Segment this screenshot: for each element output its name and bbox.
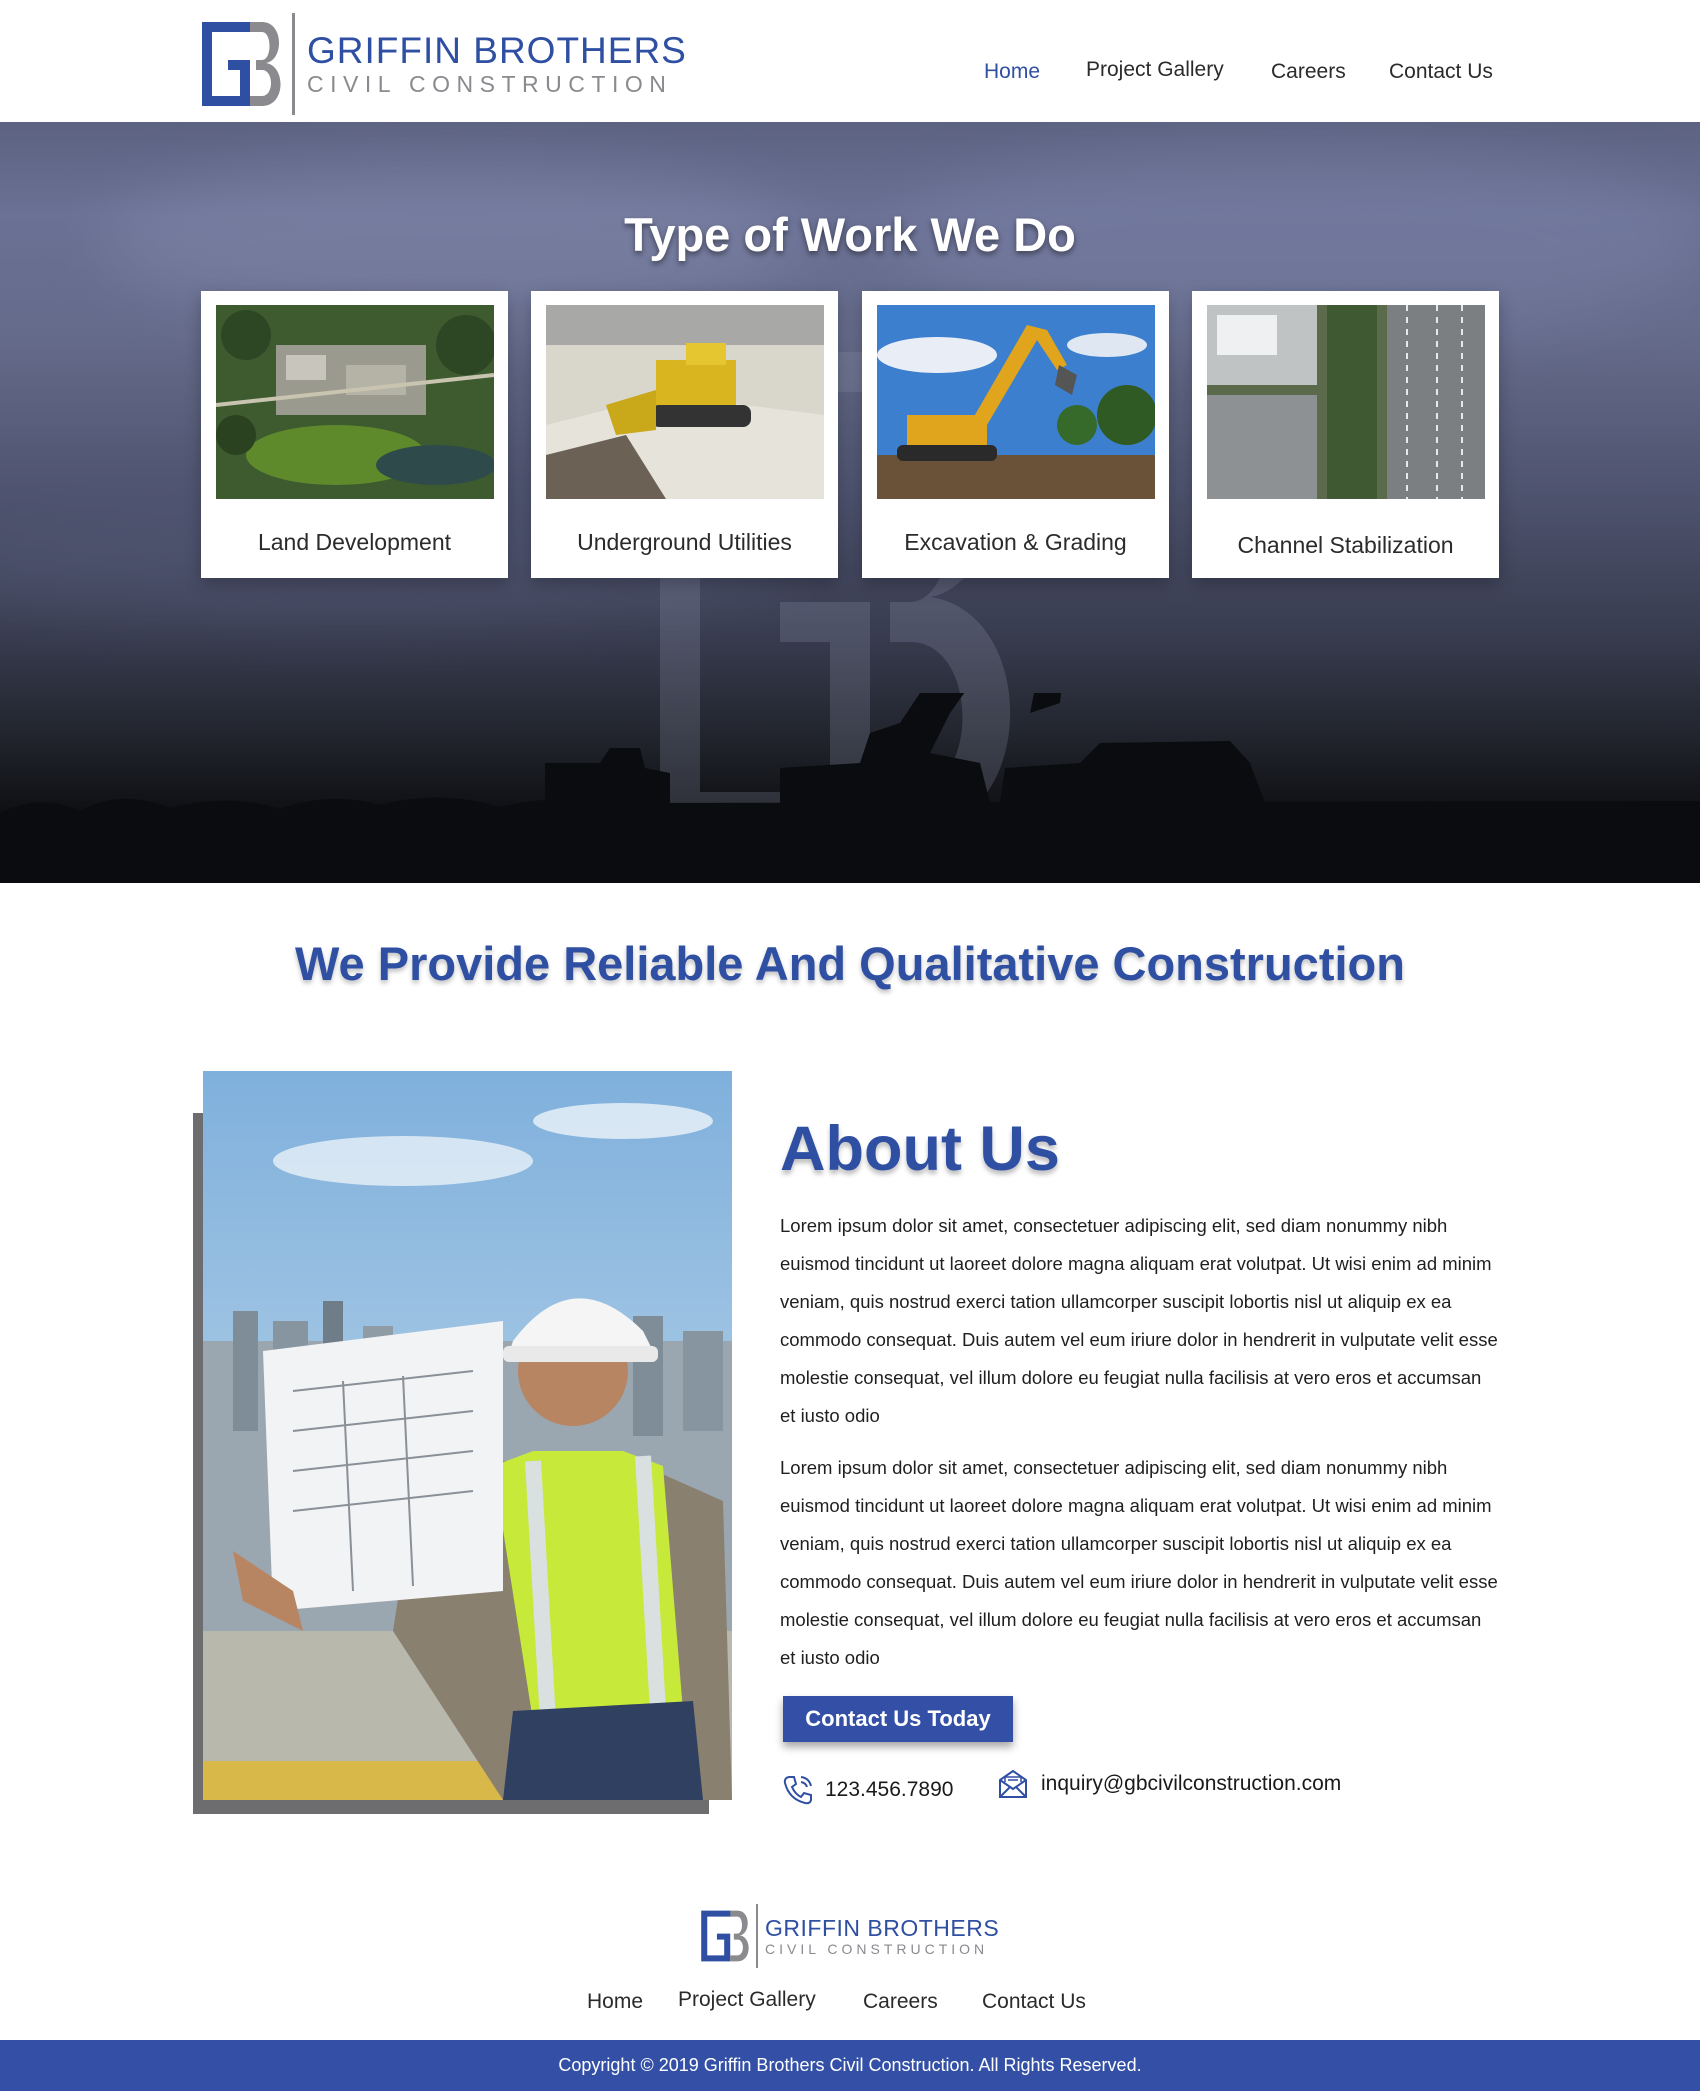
construction-silhouette: [0, 693, 1700, 883]
work-card-channel-stabilization[interactable]: [1192, 291, 1499, 578]
logo-name-line1: GRIFFIN BROTHERS: [765, 1914, 1000, 1941]
footer-logo[interactable]: [700, 1904, 999, 1968]
work-card-excavation-grading[interactable]: [862, 291, 1169, 578]
envelope-icon: [997, 1768, 1029, 1800]
logo-text: [307, 31, 687, 97]
site-logo[interactable]: [200, 13, 687, 115]
aerial-highway-photo: [1207, 305, 1485, 499]
bulldozer-photo: [546, 305, 824, 499]
footer-nav-contact-us[interactable]: Contact Us: [982, 1990, 1086, 2013]
logo-name-line1: GRIFFIN BROTHERS: [307, 30, 687, 71]
copyright-bar: [0, 2040, 1700, 2091]
nav-contact-us[interactable]: Contact Us: [1389, 60, 1493, 83]
aerial-neighborhood-photo: [216, 305, 494, 499]
nav-careers[interactable]: Careers: [1271, 60, 1346, 83]
gb-logo-icon: [200, 18, 286, 110]
card-label: Underground Utilities: [577, 529, 792, 555]
hero-title: Type of Work We Do: [624, 208, 1076, 261]
phone-contact[interactable]: [781, 1770, 953, 1810]
footer-nav-home[interactable]: Home: [587, 1990, 644, 2013]
nav-project-gallery[interactable]: Project Gallery: [1086, 58, 1224, 81]
phone-icon: [781, 1773, 815, 1807]
phone-number: 123.456.7890: [825, 1778, 954, 1801]
hero-section: [0, 122, 1700, 883]
footer-nav-project-gallery[interactable]: Project Gallery: [678, 1988, 816, 2011]
site-header: [0, 0, 1700, 122]
logo-name-line2: CIVIL CONSTRUCTION: [307, 71, 673, 97]
about-title: About Us: [780, 1114, 1060, 1184]
logo-name-line2: CIVIL CONSTRUCTION: [765, 1940, 989, 1957]
footer-nav-careers[interactable]: Careers: [863, 1990, 938, 2013]
logo-text: [765, 1916, 999, 1957]
copyright-text: Copyright © 2019 Griffin Brothers Civil Construction. All Rights Reserved.: [558, 2055, 1142, 2075]
about-paragraph-2: Lorem ipsum dolor sit amet, consectetuer adipiscing elit, sed diam nonummy nibh euismod tincidunt ut laoreet dolore magna aliquam erat volutpat. Ut wisi enim ad minim veniam, quis nostrud exerci tation ullamcorper suscipit lobortis nisl ut aliquip ex ea commodo consequat. Duis autem vel eum iriure dolor in hendrerit in vulputate velit esse molestie consequat, vel illum dolore eu feugiat nulla facilisis at vero eros et accumsan et iusto odio: [780, 1457, 1498, 1668]
email-address: inquiry@gbcivilconstruction.com: [1041, 1772, 1342, 1795]
about-paragraph-1: Lorem ipsum dolor sit amet, consectetuer adipiscing elit, sed diam nonummy nibh euismod tincidunt ut laoreet dolore magna aliquam erat volutpat. Ut wisi enim ad minim veniam, quis nostrud exerci tation ullamcorper suscipit lobortis nisl ut aliquip ex ea commodo consequat. Duis autem vel eum iriure dolor in hendrerit in vulputate velit esse molestie consequat, vel illum dolore eu feugiat nulla facilisis at vero eros et accumsan et iusto odio: [780, 1215, 1498, 1426]
contact-us-today-button[interactable]: Contact Us Today: [783, 1696, 1013, 1742]
card-label: Channel Stabilization: [1237, 532, 1454, 558]
work-card-land-development[interactable]: [201, 291, 508, 578]
email-contact[interactable]: [997, 1764, 1341, 1804]
logo-divider: [756, 1904, 758, 1968]
logo-divider: [292, 13, 295, 115]
work-card-underground-utilities[interactable]: [531, 291, 838, 578]
nav-home[interactable]: Home: [984, 60, 1041, 83]
engineer-photo: [203, 1071, 732, 1800]
tagline-heading: We Provide Reliable And Qualitative Construction: [295, 937, 1405, 990]
excavator-photo: [877, 305, 1155, 499]
card-label: Excavation & Grading: [904, 529, 1127, 555]
card-label: Land Development: [257, 529, 452, 555]
gb-logo-icon: [700, 1908, 752, 1964]
